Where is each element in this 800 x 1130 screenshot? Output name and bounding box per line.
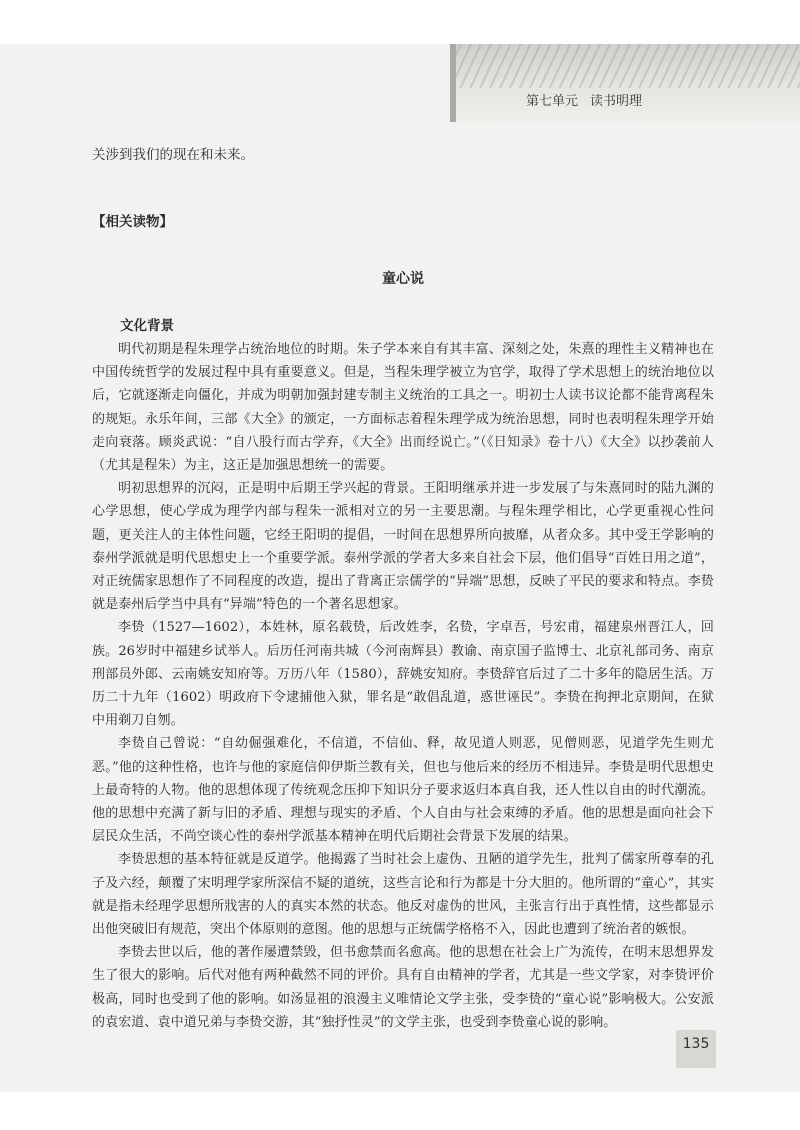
section-heading: 文化背景 (120, 318, 174, 334)
article-title: 童心说 (382, 271, 424, 287)
paragraph: 李贽去世以后，他的著作屡遭禁毁，但书愈禁而名愈高。他的思想在社会上广为流传，在明末思想界发生了很大的影响。后代对他有两种截然不同的评价。具有自由精神的学者，尤其是一些文学家，对李贽评价极高，同时也受到了他的影响。如汤显祖的浪漫主义唯情论文学主张，受李贽的“童心说”影响极大。公安派的袁宏道、袁中道兄弟与李贽交游，其“独抒性灵”的文学主张，也受到李贽童心说的影响。 (92, 945, 714, 1030)
paragraph: 明代初期是程朱理学占统治地位的时期。朱子学本来自有其丰富、深刻之处，朱熹的理性主义精神也在中国传统哲学的发展过程中具有重要意义。但是，当程朱理学被立为官学，取得了学术思想上的统治地位以后，它就逐渐走向僵化，并成为明朝加强封建专制主义统治的工具之一。明初士人读书议论都不能背离程朱的规矩。永乐年间，三部《大全》的颁定，一方面标志着程朱理学成为统治思想，同时也表明程朱理学开始走向衰落。顾炎武说：“自八股行而古学弃，《大全》出而经说亡。”（《日知录》卷十八）《大全》以抄袭前人（尤其是程朱）为主，这正是加强思想统一的需要。 (92, 342, 714, 474)
running-header (526, 90, 642, 109)
intro-line: 关涉到我们的现在和未来。 (92, 147, 254, 163)
page-number: 135 (676, 1030, 716, 1068)
paragraph: 李贽思想的基本特征就是反道学。他揭露了当时社会上虚伪、丑陋的道学先生，批判了儒家所尊奉的孔子及六经，颠覆了宋明理学家所深信不疑的道统，这些言论和行为都是十分大胆的。他所谓的“童心”，其实就是指未经理学思想所戕害的人的真实本然的状态。他反对虚伪的世风，主张言行出于真性情，这些都显示出他突破旧有规范，突出个体原则的意图。他的思想与正统儒学格格不入，因此也遭到了统治者的嫉恨。 (92, 852, 714, 938)
unit-number: 第七单元 (525, 94, 578, 109)
header-decoration (450, 44, 800, 122)
paragraph: 李贽自己曾说：“自幼倔强难化，不信道，不信仙、释，故见道人则恶，见僧则恶，见道学先生则尤恶。”他的这种性格，也许与他的家庭信仰伊斯兰教有关，但也与他后来的经历不相违异。李贽是明代思想史上最奇特的人物。他的思想体现了传统观念压抑下知识分子要求返归本真自我，还人性以自由的时代潮流。他的思想中充满了新与旧的矛盾、理想与现实的矛盾、个人自由与社会束缚的矛盾。他的思想是面向社会下层民众生活，不尚空谈心性的泰州学派基本精神在明代后期社会背景下发展的结果。 (92, 736, 714, 845)
unit-title: 读书明理 (589, 94, 642, 109)
textbook-page (0, 44, 800, 1092)
page-content (92, 144, 714, 1034)
related-reading-label: 【相关读物】 (92, 214, 173, 230)
paragraph: 明初思想界的沉闷，正是明中后期王学兴起的背景。王阳明继承并进一步发展了与朱熹同时的陆九渊的心学思想，使心学成为理学内部与程朱一派相对立的另一主要思潮。与程朱理学相比，心学更重视心性问题，更关注人的主体性问题，它经王阳明的提倡，一时间在思想界所向披靡，从者众多。其中受王学影响的泰州学派就是明代思想史上一个重要学派。泰州学派的学者大多来自社会下层，他们倡导“百姓日用之道”，对正统儒家思想作了不同程度的改造，提出了背离正宗儒学的“异端”思想，反映了平民的要求和特点。李贽就是泰州后学当中具有“异端”特色的一个著名思想家。 (92, 481, 714, 613)
paragraph: 李贽（1527—1602），本姓林，原名载贽，后改姓李，名贽，字卓吾，号宏甫，福建泉州晋江人，回族。26岁时中福建乡试举人。后历任河南共城（今河南辉县）教谕、南京国子监博士、北京礼部司务、南京刑部员外郎、云南姚安知府等。万历八年（1580），辞姚安知府。李贽辞官后过了二十多年的隐居生活。万历二十九年（1602）明政府下令逮捕他入狱，罪名是“敢倡乱道，惑世诬民”。李贽在拘押北京期间，在狱中用剃刀自刎。 (92, 620, 714, 729)
